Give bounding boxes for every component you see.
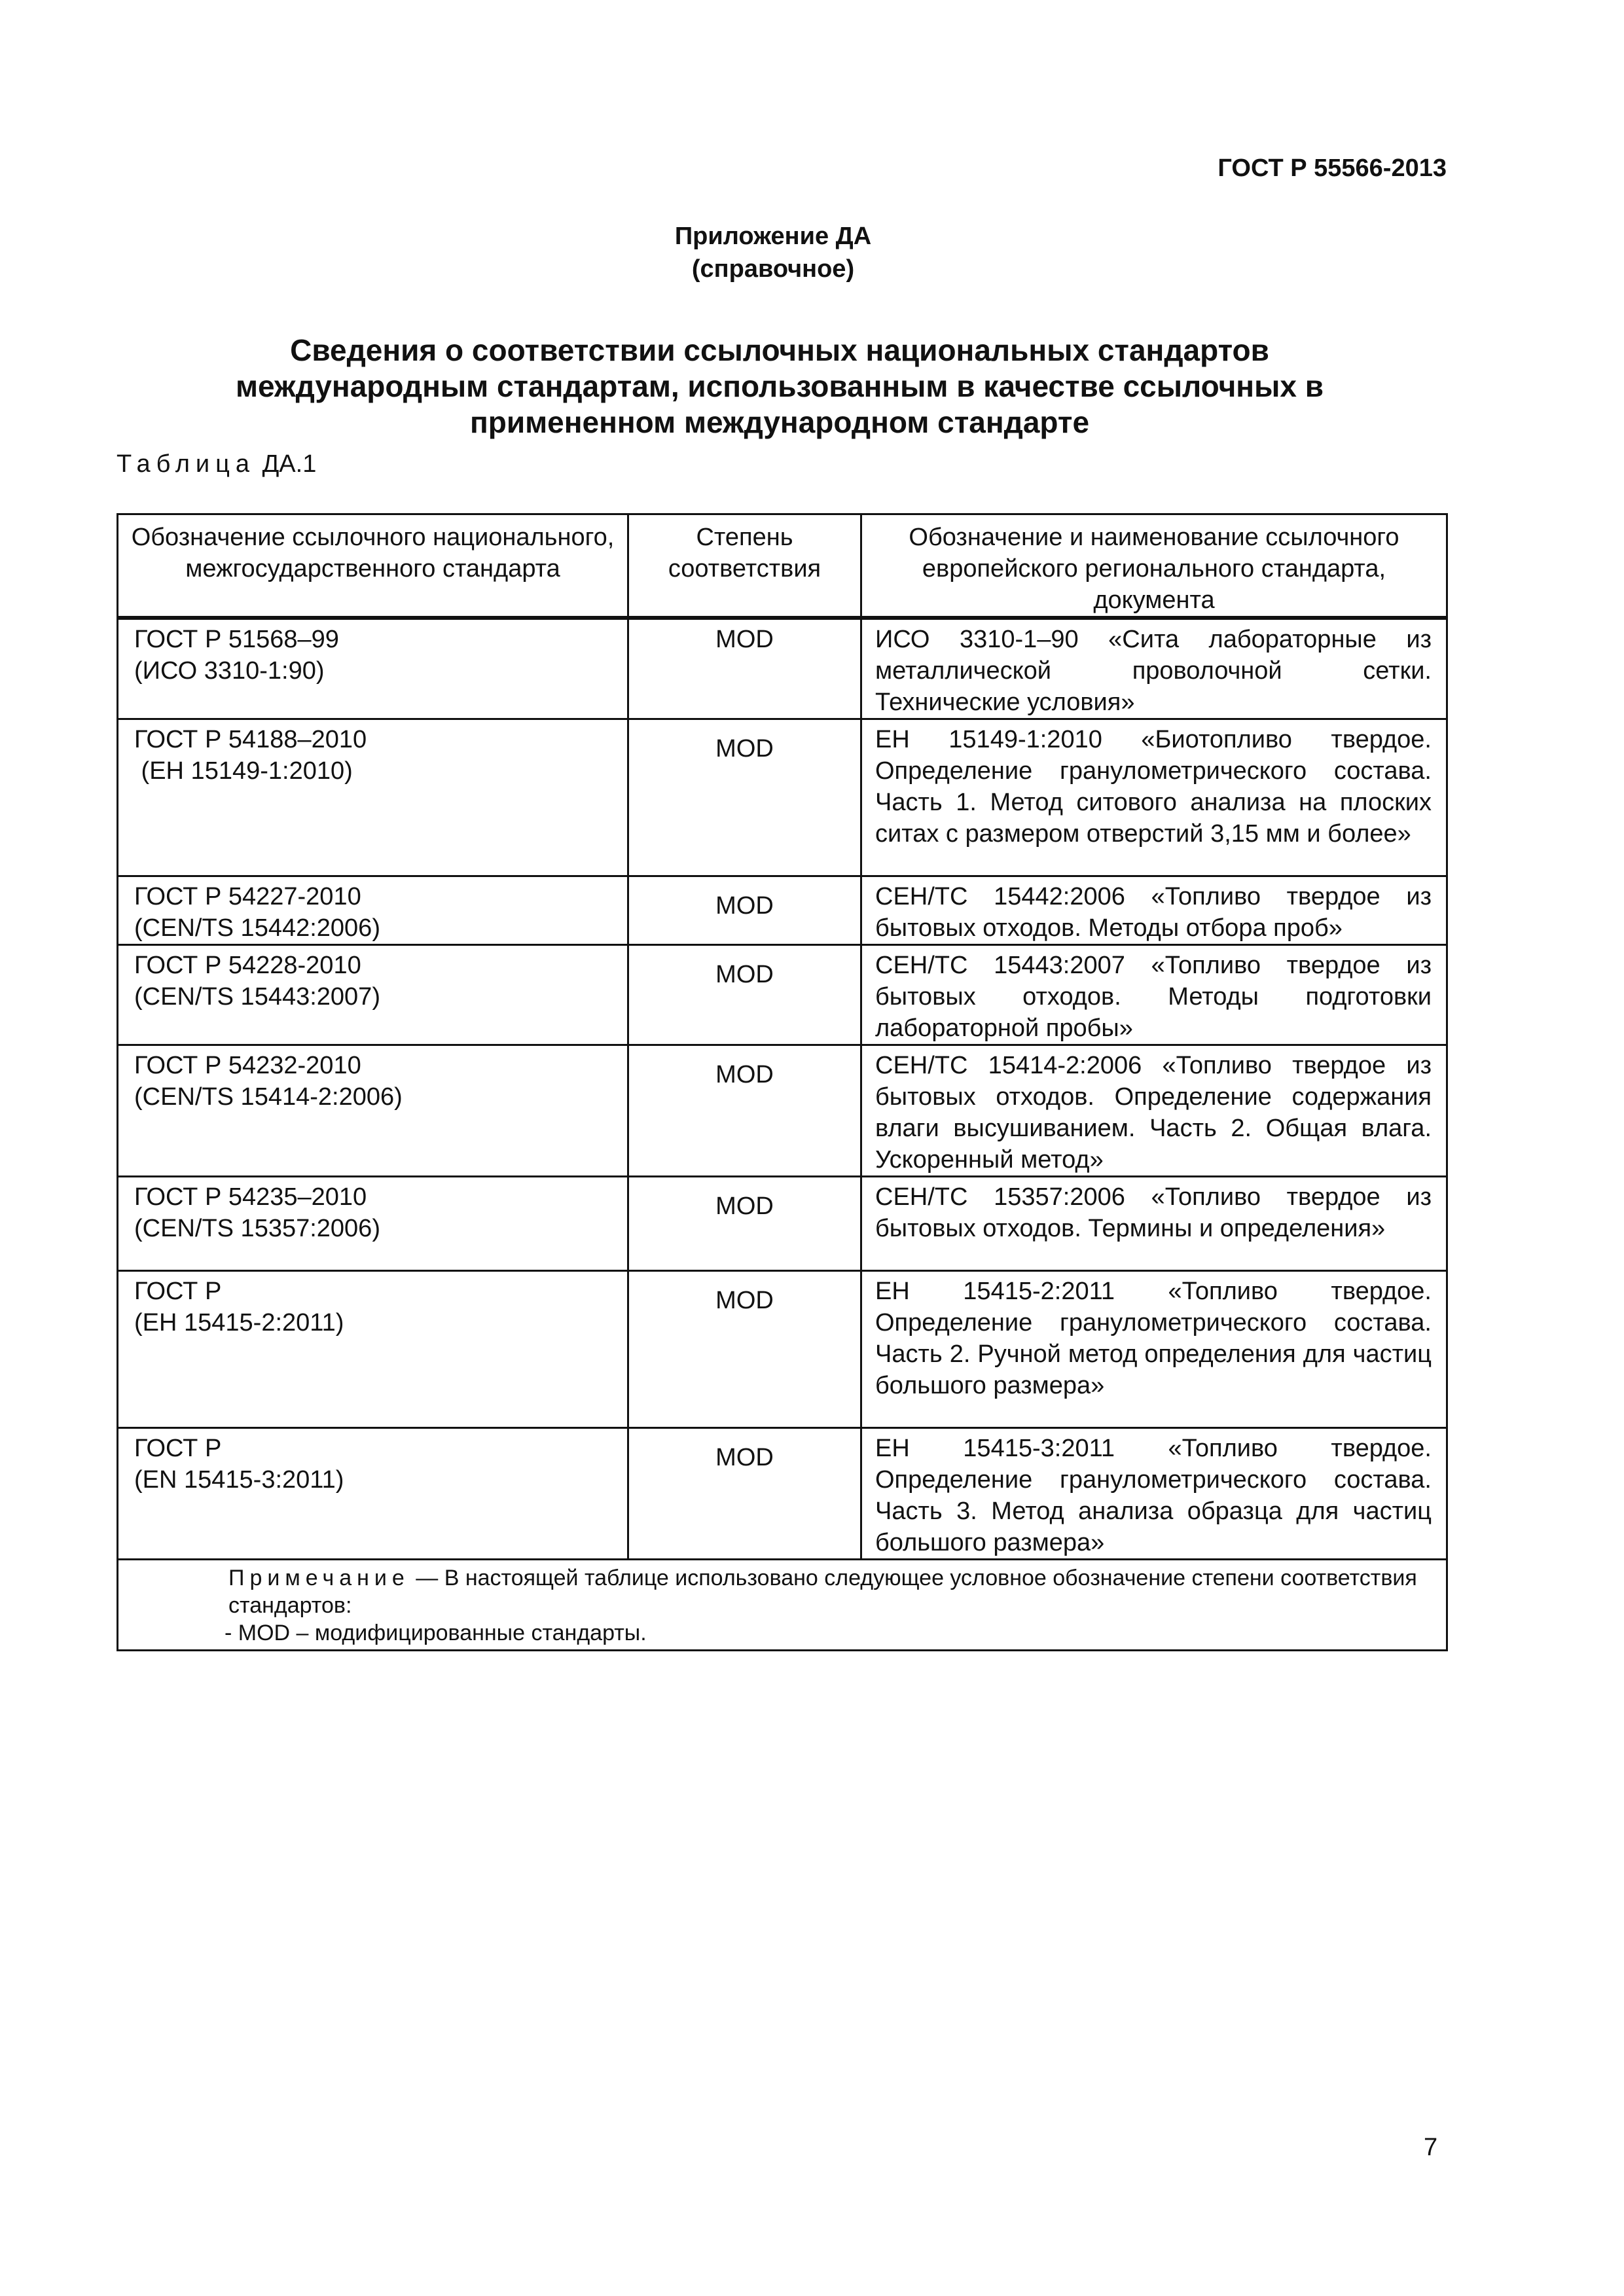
- appendix-heading: [0, 220, 1546, 285]
- degree-cell: MOD: [628, 945, 861, 1045]
- header-national: Обозначение ссылочного национального, межгосударственного стандарта: [118, 514, 628, 619]
- international-standard-cell: СЕН/ТС 15357:2006 «Топливо твердое из бытовых отходов. Термины и определения»: [861, 1177, 1447, 1271]
- table-row: [118, 876, 1447, 945]
- note-row: [118, 1560, 1447, 1651]
- table-row: [118, 1045, 1447, 1177]
- appendix-subtitle: (справочное): [691, 255, 855, 283]
- national-standard-line: ГОСТ Р 54232-2010: [134, 1052, 361, 1079]
- header-international: Обозначение и наименование ссылочного европейского регионального стандарта, документа: [861, 514, 1447, 619]
- table-label-number: ДА.1: [262, 450, 317, 478]
- national-standard-line: ГОСТ Р 54188–2010: [134, 726, 367, 753]
- national-standard-line: ГОСТ Р 54228-2010: [134, 952, 361, 979]
- table-row: [118, 1177, 1447, 1271]
- reference-table: [117, 513, 1448, 1651]
- national-standard-line: (EN 15415-3:2011): [134, 1466, 344, 1494]
- national-standard-cell: [118, 1045, 628, 1177]
- table-row: [118, 618, 1447, 719]
- degree-cell: MOD: [628, 1428, 861, 1560]
- national-standard-cell: [118, 1271, 628, 1428]
- national-standard-cell: [118, 1428, 628, 1560]
- national-standard-line: ГОСТ Р: [134, 1435, 222, 1462]
- national-standard-line: (CEN/TS 15414-2:2006): [134, 1083, 403, 1111]
- national-standard-cell: [118, 1177, 628, 1271]
- national-standard-line: ГОСТ Р: [134, 1278, 222, 1305]
- table-note: [118, 1560, 1447, 1651]
- degree-cell: MOD: [628, 618, 861, 719]
- page-number: 7: [1424, 2134, 1438, 2161]
- international-standard-cell: СЕН/ТС 15442:2006 «Топливо твердое из бытовых отходов. Методы отбора проб»: [861, 876, 1447, 945]
- note-text: — В настоящей таблице использовано следующее условное обозначение степени соответствия стандартов:: [228, 1566, 1417, 1618]
- title-line: примененном международном стандарте: [469, 405, 1090, 439]
- title-line: Сведения о соответствии ссылочных национальных стандартов: [290, 333, 1269, 367]
- international-standard-cell: СЕН/ТС 15414-2:2006 «Топливо твердое из бытовых отходов. Определение содержания влаги высушиванием. Часть 2. Общая влага. Ускоренный метод»: [861, 1045, 1447, 1177]
- note-label: Примечание: [228, 1566, 410, 1590]
- table-label-word: Таблица: [117, 450, 255, 478]
- table-header-row: [118, 514, 1447, 619]
- national-standard-cell: [118, 945, 628, 1045]
- table-row: [118, 945, 1447, 1045]
- appendix-title: Приложение ДА: [674, 223, 872, 250]
- degree-cell: MOD: [628, 1271, 861, 1428]
- international-standard-cell: ЕН 15415-2:2011 «Топливо твердое. Определение гранулометрического состава. Часть 2. Ручной метод определения для частиц большого размера»: [861, 1271, 1447, 1428]
- international-standard-cell: ЕН 15415-3:2011 «Топливо твердое. Определение гранулометрического состава. Часть 3. Метод анализа образца для частиц большого размера»: [861, 1428, 1447, 1560]
- national-standard-line: (CEN/TS 15443:2007): [134, 983, 380, 1011]
- international-standard-cell: ЕН 15149-1:2010 «Биотопливо твердое. Определение гранулометрического состава. Часть 1. Метод ситового анализа на плоских ситах с размером отверстий 3,15 мм и более»: [861, 719, 1447, 876]
- national-standard-line: (ИСО 3310-1:90): [134, 657, 325, 685]
- degree-cell: MOD: [628, 876, 861, 945]
- degree-cell: MOD: [628, 719, 861, 876]
- national-standard-line: ГОСТ Р 54227-2010: [134, 883, 361, 910]
- national-standard-cell: [118, 618, 628, 719]
- degree-cell: MOD: [628, 1045, 861, 1177]
- table-row: [118, 1271, 1447, 1428]
- national-standard-line: ГОСТ Р 54235–2010: [134, 1183, 367, 1211]
- national-standard-cell: [118, 719, 628, 876]
- national-standard-line: ГОСТ Р 51568–99: [134, 626, 339, 653]
- document-title: [0, 332, 1559, 440]
- table-row: [118, 719, 1447, 876]
- table-row: [118, 1428, 1447, 1560]
- degree-cell: MOD: [628, 1177, 861, 1271]
- note-item: - MOD – модифицированные стандарты.: [225, 1621, 647, 1645]
- note-paragraph: [133, 1564, 1432, 1619]
- international-standard-cell: ИСО 3310-1–90 «Сита лабораторные из металлической проволочной сетки. Технические условия»: [861, 618, 1447, 719]
- title-line: международным стандартам, использованным в качестве ссылочных в: [235, 369, 1324, 403]
- header-degree: Степень соответствия: [628, 514, 861, 619]
- national-standard-line: (CEN/TS 15357:2006): [134, 1215, 380, 1242]
- national-standard-cell: [118, 876, 628, 945]
- table-label: [117, 450, 316, 478]
- national-standard-line: (ЕН 15415-2:2011): [134, 1309, 344, 1336]
- document-code: ГОСТ Р 55566-2013: [1218, 154, 1447, 182]
- international-standard-cell: СЕН/ТС 15443:2007 «Топливо твердое из бытовых отходов. Методы подготовки лабораторной пробы»: [861, 945, 1447, 1045]
- national-standard-line: (CEN/TS 15442:2006): [134, 914, 380, 942]
- national-standard-line: (ЕН 15149-1:2010): [134, 757, 353, 785]
